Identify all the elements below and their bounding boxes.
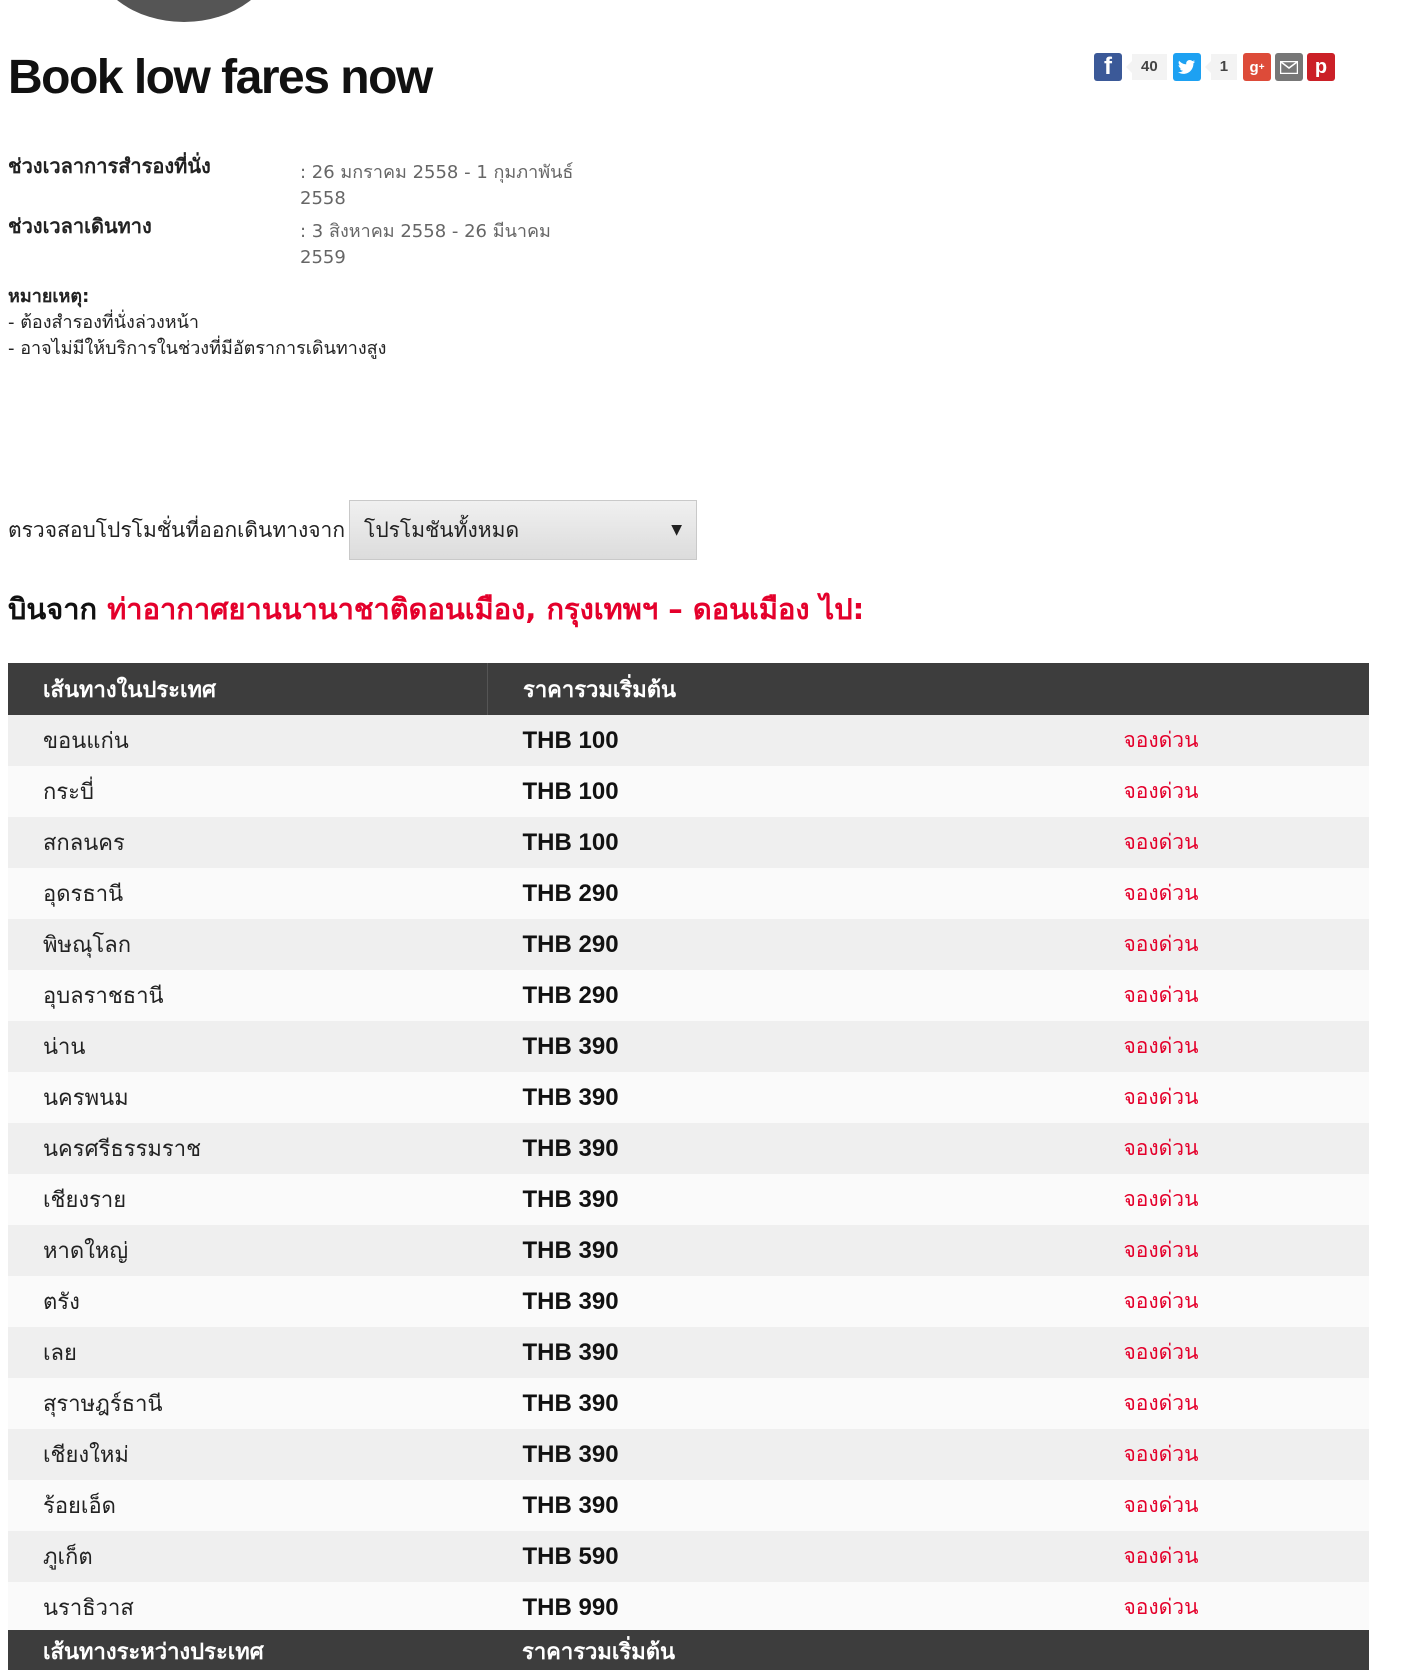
dropdown-arrow-icon: ▼ [671, 522, 683, 538]
route-price: THB 390 [488, 1327, 1089, 1378]
book-now-link[interactable]: จองด่วน [1089, 1276, 1370, 1327]
table-row [8, 1021, 1369, 1072]
route-price: THB 390 [488, 1072, 1089, 1123]
table-row [8, 970, 1369, 1021]
book-now-link[interactable]: จองด่วน [1089, 1174, 1370, 1225]
book-now-link[interactable]: จองด่วน [1089, 1531, 1370, 1582]
book-now-link[interactable]: จองด่วน [1089, 868, 1370, 919]
route-price: THB 390 [488, 1123, 1089, 1174]
filter-label: ตรวจสอบโปรโมชั่นที่ออกเดินทางจาก [8, 517, 346, 542]
international-routes-header [8, 1630, 1369, 1670]
facebook-icon[interactable]: f [1094, 53, 1122, 81]
route-name: พิษณุโลก [8, 919, 488, 970]
twitter-icon[interactable] [1173, 53, 1201, 81]
travel-period-value: : 3 สิงหาคม 2558 - 26 มีนาคม 2559 [300, 221, 551, 268]
book-now-link[interactable]: จองด่วน [1089, 1429, 1370, 1480]
table-row [8, 817, 1369, 868]
book-now-link[interactable]: จองด่วน [1089, 817, 1370, 868]
book-now-link[interactable]: จองด่วน [1089, 1480, 1370, 1531]
table-row [8, 1582, 1369, 1633]
book-now-link[interactable]: จองด่วน [1089, 1582, 1370, 1633]
table-row [8, 919, 1369, 970]
route-name: สุราษฎร์ธานี [8, 1378, 488, 1429]
travel-period-label: ช่วงเวลาเดินทาง [8, 214, 152, 238]
heading-airport: ท่าอากาศยานนานาชาติดอนเมือง, กรุงเทพฯ – ดอนเมือง ไป: [107, 592, 865, 626]
route-price: THB 990 [488, 1582, 1089, 1633]
note-line: - อาจไม่มีให้บริการในช่วงที่มีอัตราการเดินทางสูง [8, 338, 387, 359]
route-price: THB 390 [488, 1021, 1089, 1072]
route-price: THB 100 [488, 817, 1089, 868]
section-heading [8, 586, 864, 632]
table-row [8, 1531, 1369, 1582]
book-now-link[interactable]: จองด่วน [1089, 1072, 1370, 1123]
table-row [8, 1123, 1369, 1174]
route-name: ตรัง [8, 1276, 488, 1327]
route-name: กระบี่ [8, 766, 488, 817]
google-plus-icon[interactable]: g + [1243, 53, 1271, 81]
book-now-link[interactable]: จองด่วน [1089, 766, 1370, 817]
route-price: THB 590 [488, 1531, 1089, 1582]
route-price: THB 390 [488, 1378, 1089, 1429]
promotion-filter [8, 500, 697, 560]
page-title: Book low fares now [8, 51, 432, 104]
table-header-row [8, 663, 1369, 715]
route-name: ร้อยเอ็ด [8, 1480, 488, 1531]
book-now-link[interactable]: จองด่วน [1089, 1327, 1370, 1378]
route-name: ภูเก็ต [8, 1531, 488, 1582]
heading-prefix: บินจาก [8, 592, 98, 626]
note-line: - ต้องสำรองที่นั่งล่วงหน้า [8, 312, 200, 333]
route-price: THB 390 [488, 1276, 1089, 1327]
route-price: THB 290 [488, 970, 1089, 1021]
share-bar [1094, 52, 1335, 82]
column-header-route-international: เส้นทางระหว่างประเทศ [43, 1640, 264, 1665]
domestic-routes-table [8, 663, 1369, 1633]
route-name: สกลนคร [8, 817, 488, 868]
note [8, 284, 398, 362]
column-header-price: ราคารวมเริ่มต้น [488, 663, 1370, 715]
note-title: หมายเหตุ: [8, 286, 90, 307]
book-now-link[interactable]: จองด่วน [1089, 1378, 1370, 1429]
route-name: หาดใหญ่ [8, 1225, 488, 1276]
table-row [8, 1378, 1369, 1429]
email-icon[interactable] [1275, 53, 1303, 81]
route-name: เชียงราย [8, 1174, 488, 1225]
avatar [92, 0, 276, 22]
route-price: THB 390 [488, 1174, 1089, 1225]
route-name: นครพนม [8, 1072, 488, 1123]
booking-period-label: ช่วงเวลาการสำรองที่นั่ง [8, 154, 211, 178]
route-name: น่าน [8, 1021, 488, 1072]
book-now-link[interactable]: จองด่วน [1089, 1021, 1370, 1072]
book-now-link[interactable]: จองด่วน [1089, 919, 1370, 970]
route-price: THB 290 [488, 919, 1089, 970]
route-price: THB 390 [488, 1225, 1089, 1276]
route-price: THB 100 [488, 715, 1089, 766]
table-row [8, 1174, 1369, 1225]
book-now-link[interactable]: จองด่วน [1089, 1123, 1370, 1174]
departure-select[interactable] [349, 500, 697, 560]
book-now-link[interactable]: จองด่วน [1089, 970, 1370, 1021]
column-header-route: เส้นทางในประเทศ [8, 663, 488, 715]
table-row [8, 1225, 1369, 1276]
route-name: อุบลราชธานี [8, 970, 488, 1021]
route-name: ขอนแก่น [8, 715, 488, 766]
route-name: อุดรธานี [8, 868, 488, 919]
pinterest-icon[interactable]: p [1307, 53, 1335, 81]
booking-period-value: : 26 มกราคม 2558 - 1 กุมภาพันธ์ 2558 [300, 162, 574, 209]
table-row [8, 715, 1369, 766]
route-name: นราธิวาส [8, 1582, 488, 1633]
route-name: นครศรีธรรมราช [8, 1123, 488, 1174]
column-header-price-international: ราคารวมเริ่มต้น [522, 1640, 676, 1665]
table-row [8, 1429, 1369, 1480]
table-row [8, 766, 1369, 817]
route-price: THB 100 [488, 766, 1089, 817]
table-row [8, 868, 1369, 919]
departure-select-value: โปรโมชันทั้งหมด [364, 517, 520, 542]
route-price: THB 290 [488, 868, 1089, 919]
book-now-link[interactable]: จองด่วน [1089, 715, 1370, 766]
facebook-share-count: 40 [1132, 54, 1167, 80]
route-price: THB 390 [488, 1480, 1089, 1531]
table-row [8, 1327, 1369, 1378]
route-name: เชียงใหม่ [8, 1429, 488, 1480]
book-now-link[interactable]: จองด่วน [1089, 1225, 1370, 1276]
table-row [8, 1480, 1369, 1531]
route-name: เลย [8, 1327, 488, 1378]
table-row [8, 1072, 1369, 1123]
table-row [8, 1276, 1369, 1327]
route-price: THB 390 [488, 1429, 1089, 1480]
twitter-share-count: 1 [1211, 54, 1237, 80]
